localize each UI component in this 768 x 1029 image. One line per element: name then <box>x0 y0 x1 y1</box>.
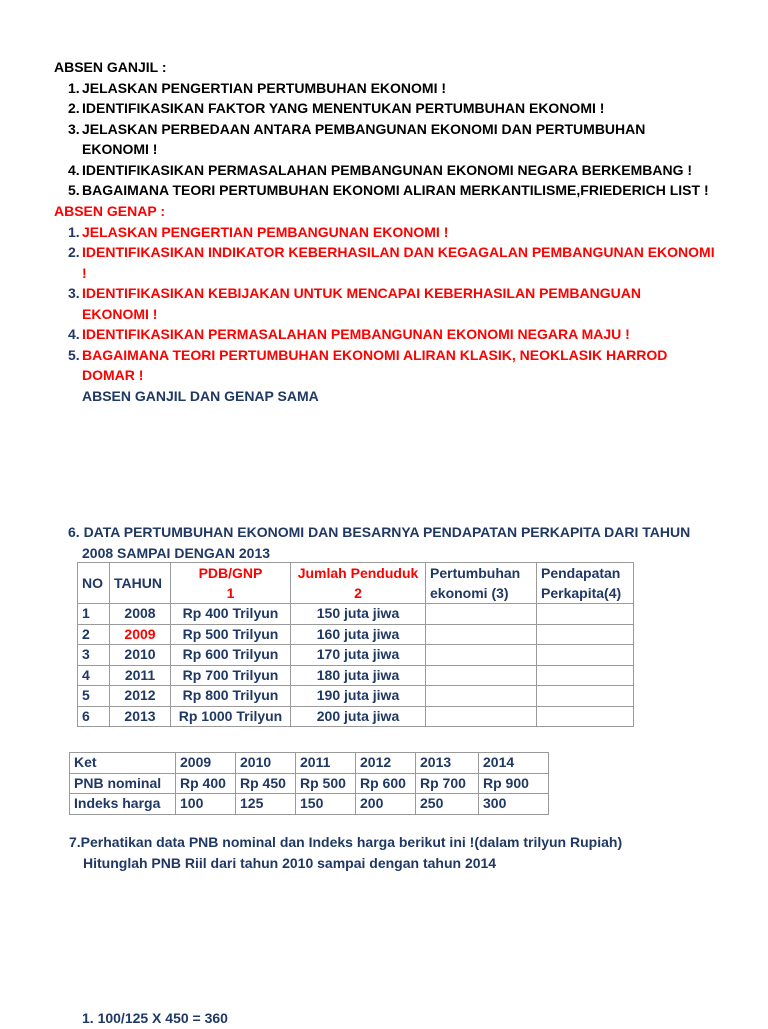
table-row: 6 2013 Rp 1000 Trilyun 200 juta jiwa <box>78 706 634 727</box>
table-header-row <box>78 563 634 604</box>
table-row: 2 2009 Rp 500 Trilyun 160 juta jiwa <box>78 624 634 645</box>
table-row: 3 2010 Rp 600 Trilyun 170 juta jiwa <box>78 645 634 666</box>
ganjil-item-5: 5. BAGAIMANA TEORI PERTUMBUHAN EKONOMI ALIRAN MERKANTILISME,FRIEDERICH LIST ! <box>68 182 709 198</box>
header-tahun: TAHUN <box>110 563 171 604</box>
genap-item-3: 3. IDENTIFIKASIKAN KEBIJAKAN UNTUK MENCAPAI KEBERHASILAN PEMBANGUAN EKONOMI ! <box>68 285 641 322</box>
q6-title-line2: 2008 SAMPAI DENGAN 2013 <box>82 544 271 561</box>
genap-item-5: 5. BAGAIMANA TEORI PERTUMBUHAN EKONOMI ALIRAN KLASIK, NEOKLASIK HARROD DOMAR ! <box>68 346 668 383</box>
genap-item-2: 2. IDENTIFIKASIKAN INDIKATOR KEBERHASILAN DAN KEGAGALAN PEMBANGUNAN EKONOMI ! <box>68 244 715 281</box>
ganjil-item-2: 2. IDENTIFIKASIKAN FAKTOR YANG MENENTUKAN PERTUMBUHAN EKONOMI ! <box>68 100 605 116</box>
table-row: PNB nominal Rp 400 Rp 450 Rp 500 Rp 600 Rp 700 Rp 900 <box>70 773 549 794</box>
ganjil-item-4: 4. IDENTIFIKASIKAN PERMASALAHAN PEMBANGUNAN EKONOMI NEGARA BERKEMBANG ! <box>68 161 693 178</box>
ganjil-item-1: 1. JELASKAN PENGERTIAN PERTUMBUHAN EKONOMI ! <box>68 79 447 96</box>
genap-item-4: 4. IDENTIFIKASIKAN PERMASALAHAN PEMBANGUNAN EKONOMI NEGARA MAJU ! <box>68 326 630 342</box>
genap-item-1: 1. JELASKAN PENGERTIAN PEMBANGUNAN EKONOMI ! <box>68 223 449 240</box>
table-row: 1 2008 Rp 400 Trilyun 150 juta jiwa <box>78 604 634 625</box>
header-no: NO <box>78 563 110 604</box>
q6-title <box>68 522 748 563</box>
q6-title-line1: 6. DATA PERTUMBUHAN EKONOMI DAN BESARNYA PENDAPATAN PERKAPITA DARI TAHUN <box>68 524 691 540</box>
table-row: 4 2011 Rp 700 Trilyun 180 juta jiwa <box>78 665 634 686</box>
header-pdb: PDB/GNP 1 <box>171 563 291 604</box>
genap-title: ABSEN GENAP : <box>54 203 165 219</box>
genap-note: ABSEN GANJIL DAN GENAP SAMA <box>82 387 319 404</box>
ganjil-item-3: 3. JELASKAN PERBEDAAN ANTARA PEMBANGUNAN EKONOMI DAN PERTUMBUHAN EKONOMI ! <box>68 120 646 157</box>
table-header-row: Ket 2009 2010 2011 2012 2013 2014 <box>70 753 549 774</box>
q7-line1: 7.Perhatikan data PNB nominal dan Indeks harga berikut ini !(dalam trilyun Rupiah) <box>69 834 623 850</box>
pnb-table <box>69 752 549 815</box>
genap-section <box>54 201 724 406</box>
ganjil-section <box>54 57 734 201</box>
answer-line: 1. 100/125 X 450 = 360 <box>82 1010 228 1026</box>
q7-line2: Hitunglah PNB Riil dari tahun 2010 sampai dengan tahun 2014 <box>83 854 497 871</box>
header-pendapatan: Pendapatan Perkapita(4) <box>537 563 634 604</box>
header-pertumbuhan: Pertumbuhan ekonomi (3) <box>426 563 537 604</box>
ganjil-title: ABSEN GANJIL : <box>54 59 167 75</box>
pdb-table <box>77 562 634 727</box>
table-row: Indeks harga 100 125 150 200 250 300 <box>70 794 549 815</box>
q7-text <box>69 832 759 873</box>
table-row: 5 2012 Rp 800 Trilyun 190 juta jiwa <box>78 686 634 707</box>
header-jumlah: Jumlah Penduduk 2 <box>291 563 426 604</box>
